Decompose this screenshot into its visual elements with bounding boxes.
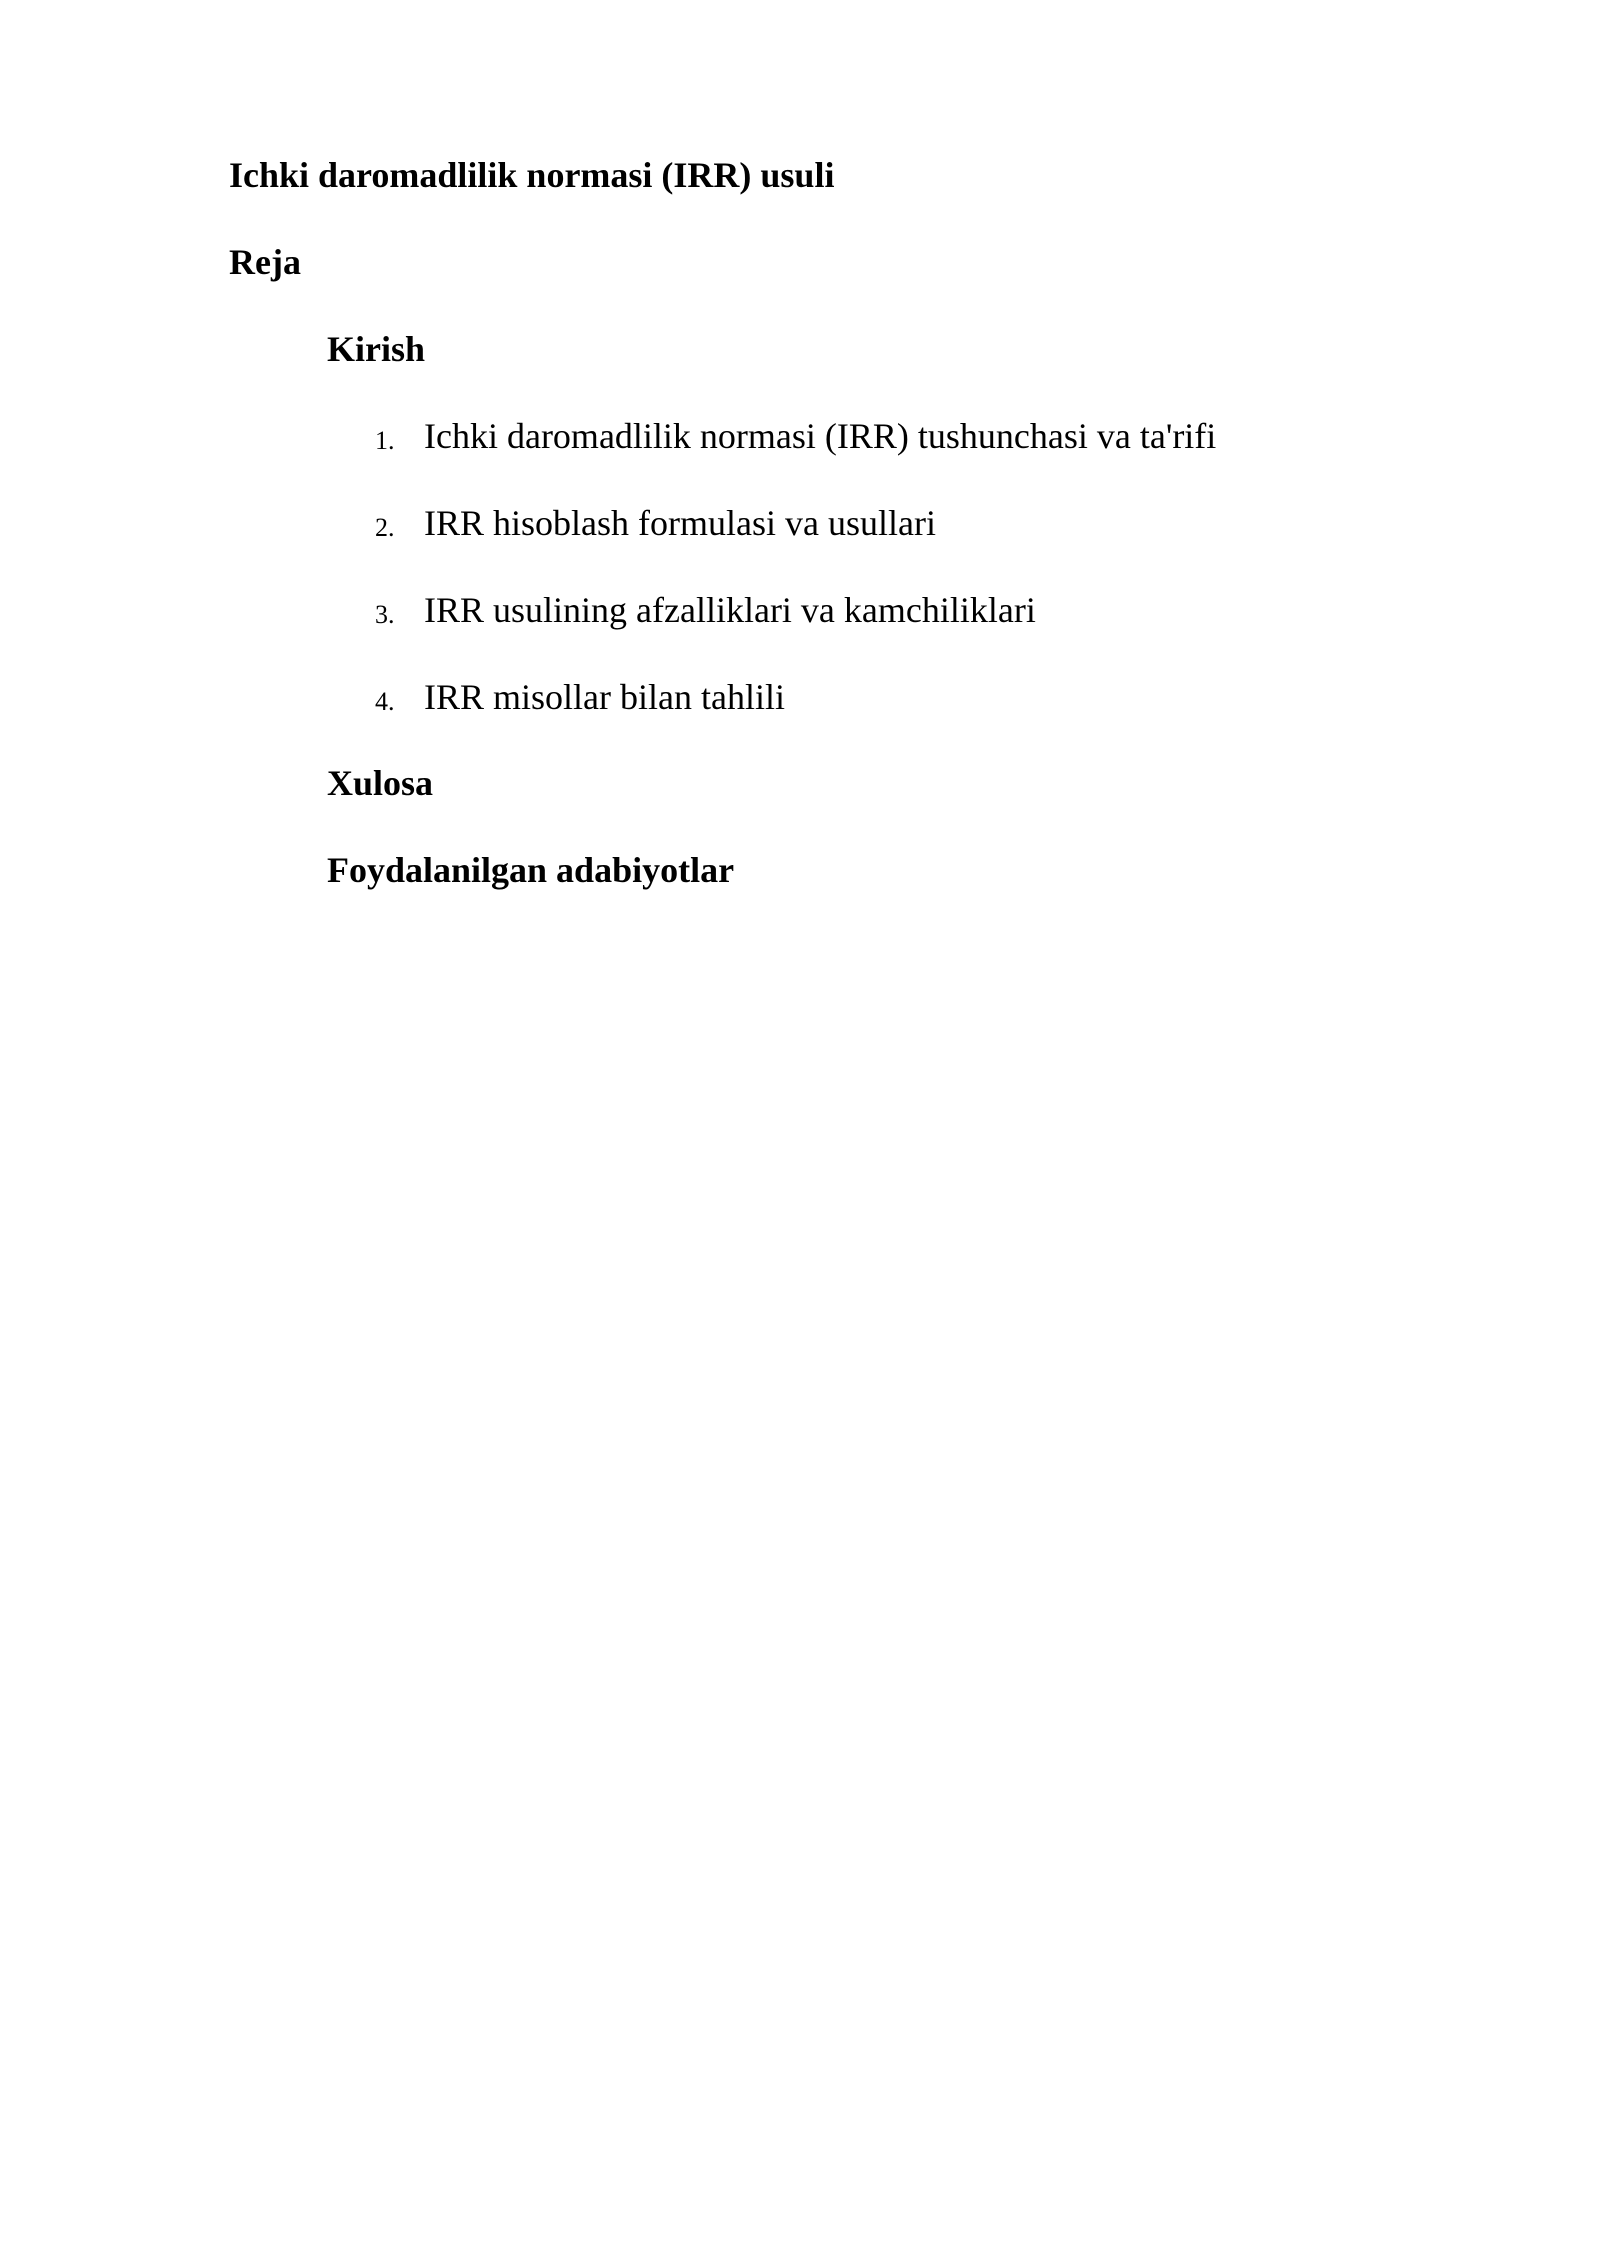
list-item xyxy=(0,418,1600,468)
references-heading: Foydalanilgan adabiyotlar xyxy=(327,850,735,890)
list-item-text: IRR misollar bilan tahlili xyxy=(424,677,785,717)
list-item xyxy=(0,679,1600,729)
plan-heading: Reja xyxy=(229,242,301,282)
list-item-text: IRR usulining afzalliklari va kamchiliklari xyxy=(424,590,1036,630)
list-item xyxy=(0,505,1600,555)
intro-heading: Kirish xyxy=(327,329,426,369)
list-item-number: 3. xyxy=(375,600,395,629)
conclusion-heading: Xulosa xyxy=(327,763,434,803)
list-item-number: 1. xyxy=(375,426,395,455)
list-item-number: 2. xyxy=(375,513,395,542)
list-item-text: Ichki daromadlilik normasi (IRR) tushunchasi va ta'rifi xyxy=(424,416,1217,456)
document-title: Ichki daromadlilik normasi (IRR) usuli xyxy=(229,155,835,195)
list-item-number: 4. xyxy=(375,687,395,716)
list-item-text: IRR hisoblash formulasi va usullari xyxy=(424,503,936,543)
list-item xyxy=(0,592,1600,642)
